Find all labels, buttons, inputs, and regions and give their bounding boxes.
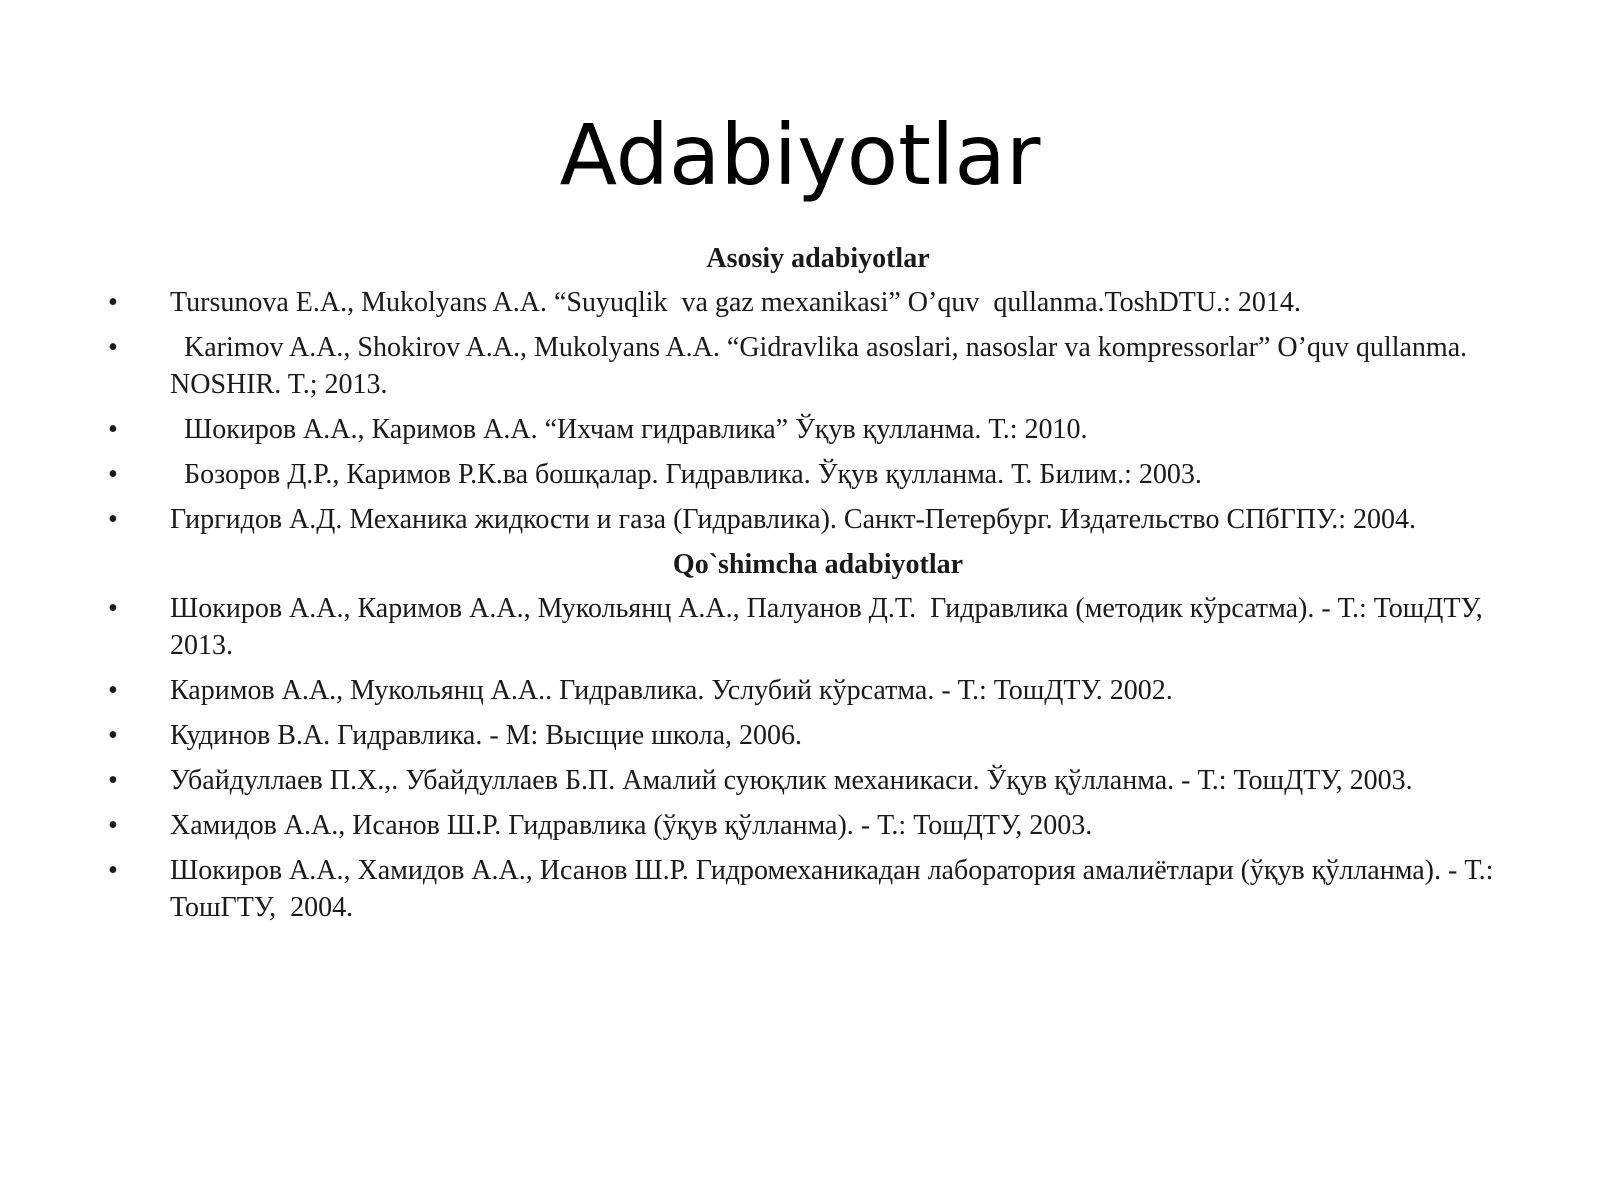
bullet-icon: • — [108, 675, 118, 706]
list-item — [108, 852, 1528, 926]
reference-list-additional — [108, 590, 1528, 926]
reference-text: Tursunova E.A., Mukolyans A.A. “Suyuqlik va gaz mexanikasi” O’quv qullanma.ToshDTU.: 2014. — [170, 287, 1301, 318]
section-heading-additional: Qo`shimcha adabiyotlar — [672, 549, 964, 580]
list-item — [108, 807, 1528, 844]
list-item — [108, 717, 1528, 754]
bullet-icon: • — [108, 332, 118, 363]
list-item — [108, 590, 1528, 664]
reference-text: Кудинов В.А. Гидравлика. - М: Высщие школа, 2006. — [170, 720, 802, 751]
section-heading-main: Asosiy adabiyotlar — [706, 243, 930, 274]
reference-list-main — [108, 284, 1528, 538]
bullet-icon: • — [108, 720, 118, 751]
bullet-icon: • — [108, 459, 118, 490]
bullet-icon: • — [108, 810, 118, 841]
reference-text: Бозоров Д.Р., Каримов Р.К.ва бошқалар. Гидравлика. Ўқув қулланма. Т. Билим.: 2003. — [170, 459, 1202, 490]
bullet-icon: • — [108, 765, 118, 796]
list-item — [108, 762, 1528, 799]
slide-title: Adabiyotlar — [559, 106, 1041, 204]
reference-text: Гиргидов А.Д. Механика жидкости и газа (Гидравлика). Санкт-Петербург. Издательство СПбГПУ.: 2004. — [170, 504, 1417, 535]
bullet-icon: • — [108, 855, 118, 886]
reference-text: Убайдуллаев П.Х.,. Убайдуллаев Б.П. Амалий суюқлик механикаси. Ўқув қўлланма. - Т.: ТошДТУ, 2003. — [170, 765, 1413, 796]
list-item — [108, 284, 1528, 321]
list-item — [108, 456, 1528, 493]
reference-text: Шокиров А.А., Каримов А.А., Мукольянц А.А., Палуанов Д.Т. Гидравлика (методик кўрсатма). - Т.: ТошДТУ, 2013. — [170, 593, 1490, 661]
reference-text: Шокиров А.А., Хамидов А.А., Исанов Ш.Р. Гидромеханикадан лаборатория амалиётлари (ўқув қўлланма). - Т.: ТошГТУ, 2004. — [170, 855, 1501, 923]
reference-text: Шокиров А.А., Каримов А.А. “Ихчам гидравлика” Ўқув қулланма. Т.: 2010. — [170, 414, 1088, 445]
bullet-icon: • — [108, 593, 118, 624]
list-item — [108, 501, 1528, 538]
list-item — [108, 411, 1528, 448]
list-item — [108, 329, 1528, 403]
references-content — [108, 240, 1528, 934]
list-item — [108, 672, 1528, 709]
bullet-icon: • — [108, 414, 118, 445]
reference-text: Каримов А.А., Мукольянц А.А.. Гидравлика. Услубий кўрсатма. - Т.: ТошДТУ. 2002. — [170, 675, 1173, 706]
bullet-icon: • — [108, 504, 118, 535]
reference-text: Karimov A.A., Shokirov A.A., Mukolyans A.A. “Gidravlika asoslari, nasoslar va kompressorlar” O’quv qullanma. NOSHIR. T.; 2013. — [170, 332, 1475, 400]
reference-text: Хамидов А.А., Исанов Ш.Р. Гидравлика (ўқув қўлланма). - Т.: ТошДТУ, 2003. — [170, 810, 1093, 841]
bullet-icon: • — [108, 287, 118, 318]
